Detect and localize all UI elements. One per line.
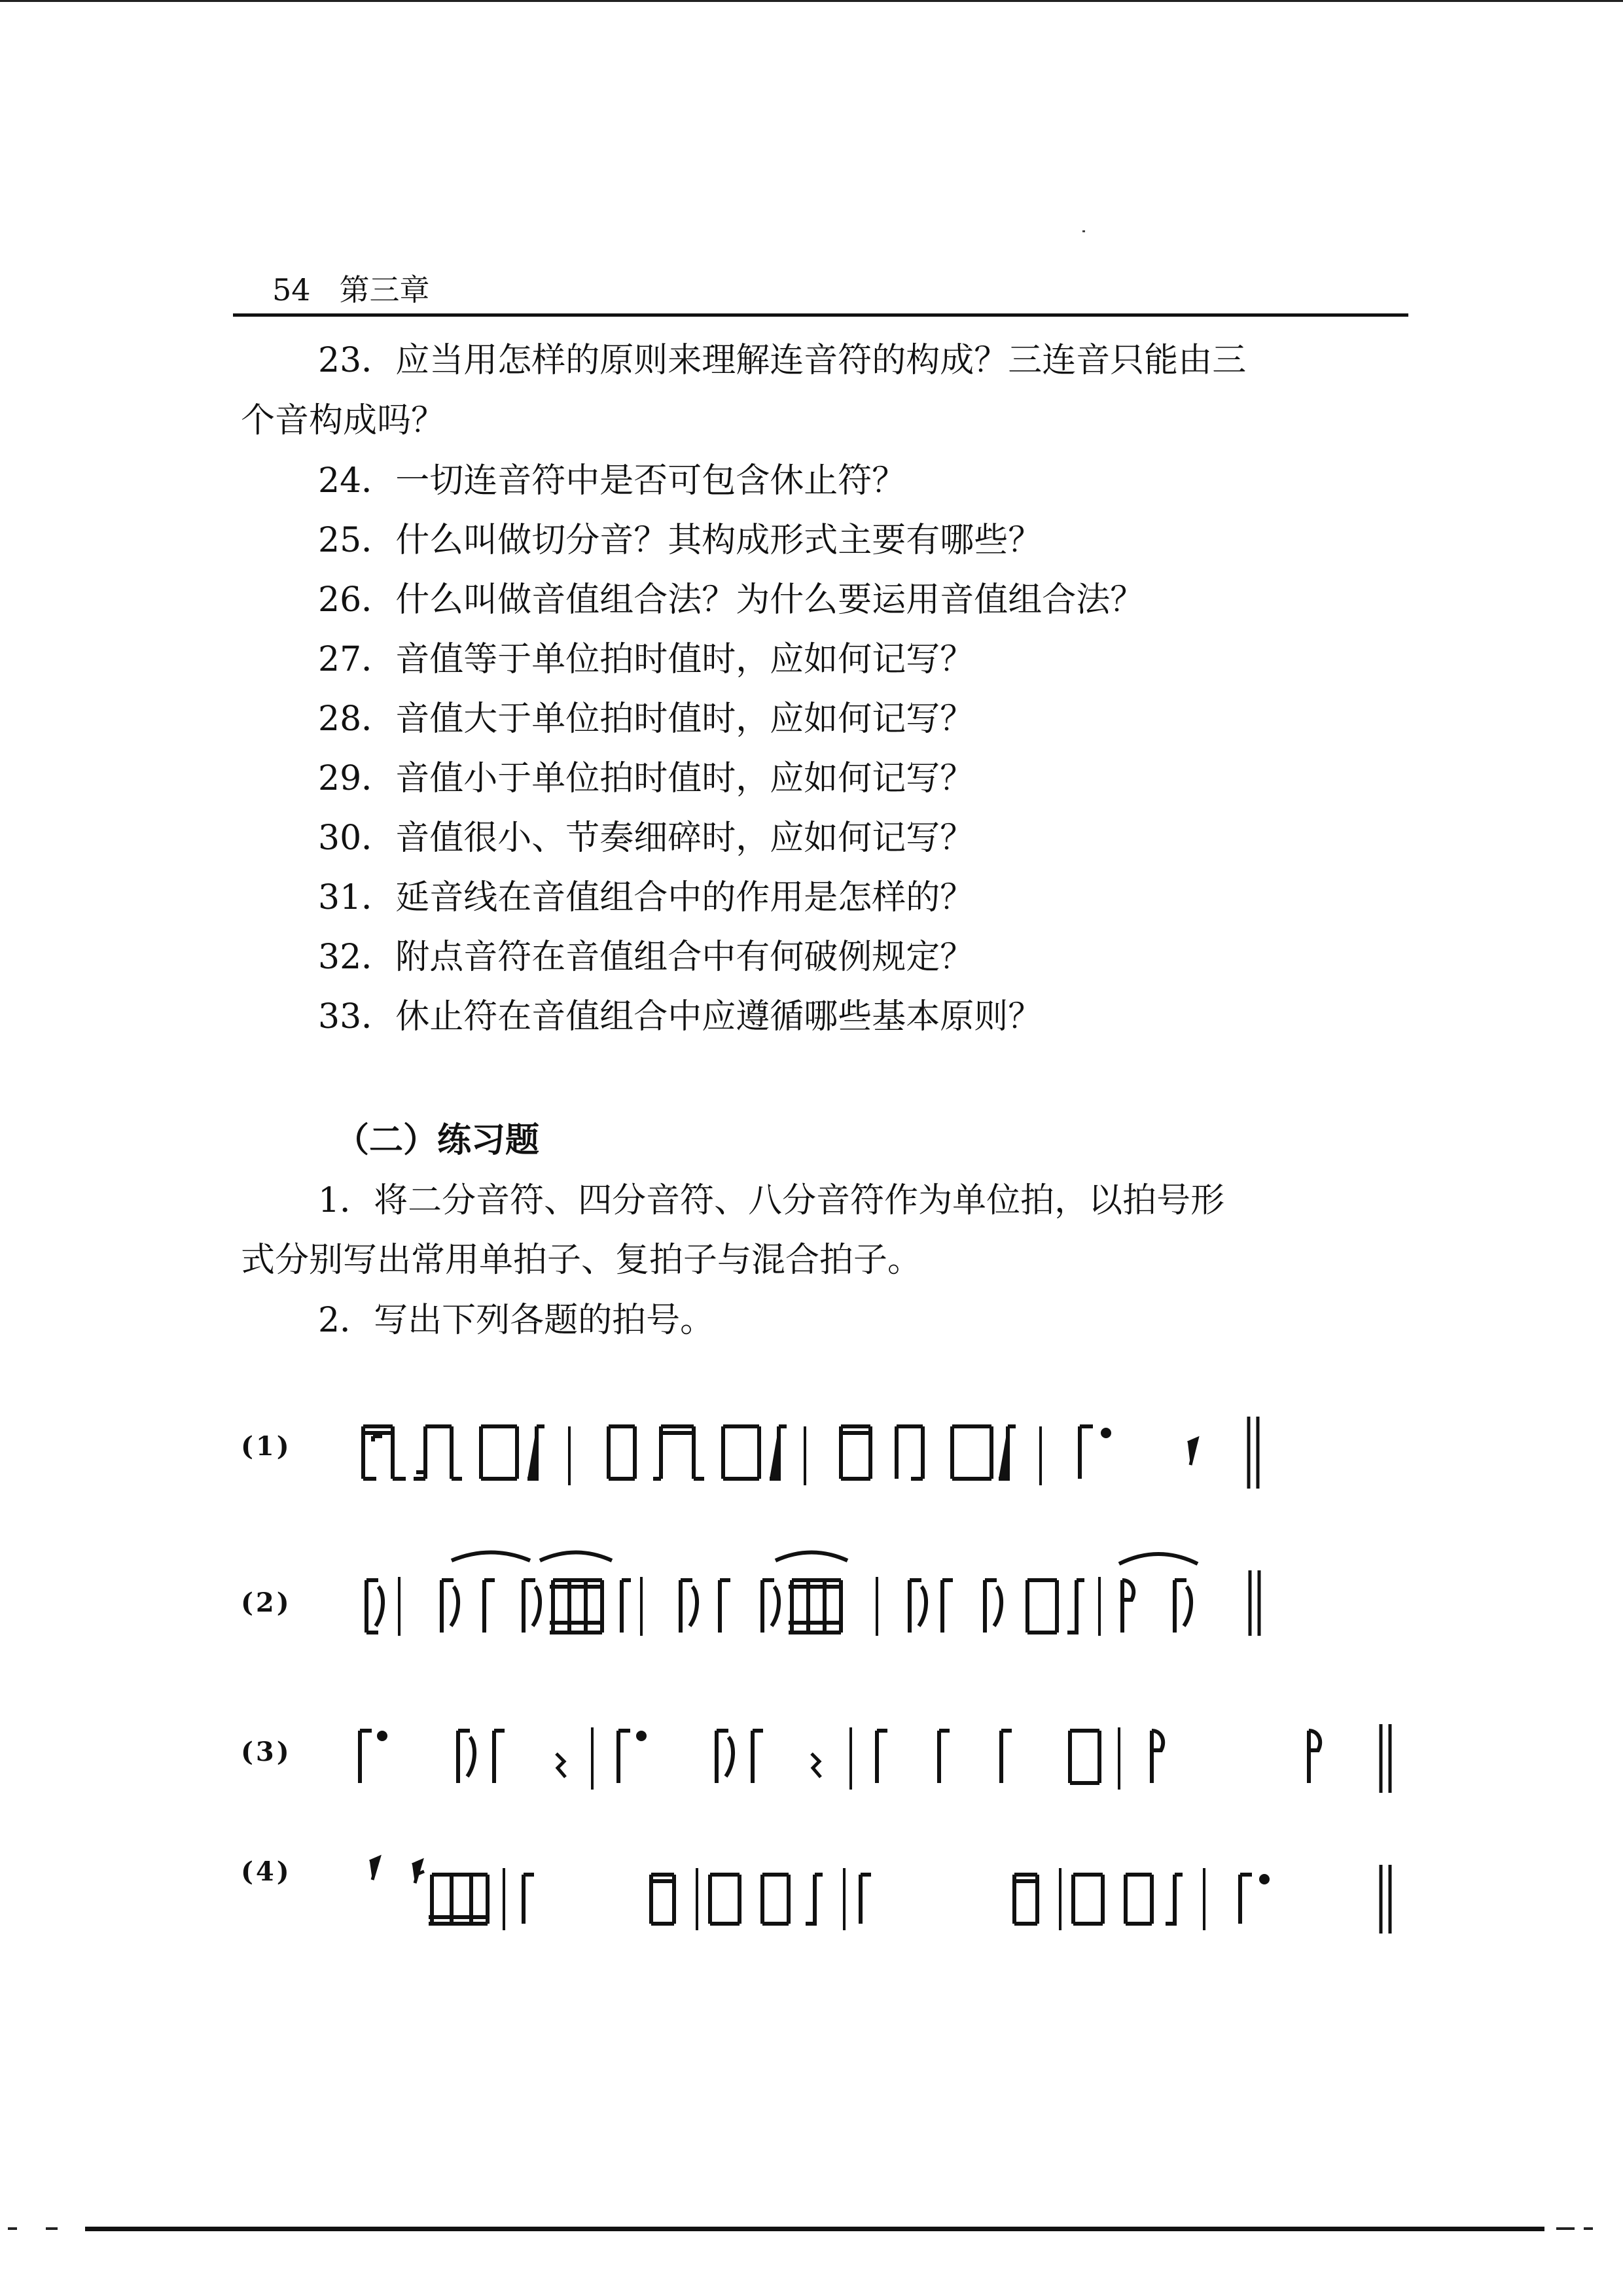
rhythm-notation-3	[353, 1691, 1427, 1816]
question-26: 26．什么叫做音值组合法？为什么要运用音值组合法？	[318, 580, 1145, 620]
question-28: 28．音值大于单位拍时值时，应如何记写？	[318, 699, 974, 739]
question-number: 23	[318, 341, 362, 380]
question-number: 28	[318, 699, 362, 739]
rhythm-notation-2	[353, 1534, 1427, 1659]
question-number: 30	[318, 819, 362, 858]
question-number: 33	[318, 997, 362, 1036]
chapter-title: 第三章	[339, 272, 430, 308]
running-header	[272, 267, 430, 313]
bottom-scan-rule	[85, 2227, 1544, 2231]
question-text: 应当用怎样的原则来理解连音符的构成？三连音只能由三	[395, 341, 1247, 380]
question-30: 30．音值很小、节奏细碎时，应如何记写？	[318, 819, 974, 858]
question-33: 33．休止符在音值组合中应遵循哪些基本原则？	[318, 997, 1043, 1036]
rhythm-example-label: (2)	[241, 1587, 292, 1618]
question-number: 24	[318, 461, 362, 501]
question-25: 25．什么叫做切分音？其构成形式主要有哪些？	[318, 521, 1043, 560]
rhythm-notation-4	[353, 1832, 1427, 1956]
bottom-scan-dash	[1556, 2227, 1575, 2230]
question-text: 延音线在音值组合中的作用是怎样的？	[395, 878, 974, 917]
exercise-2: 2．写出下列各题的拍号。	[318, 1301, 715, 1340]
bottom-scan-dash	[1584, 2227, 1593, 2230]
question-29: 29．音值小于单位拍时值时，应如何记写？	[318, 759, 974, 798]
question-number: 27	[318, 640, 362, 679]
question-27: 27．音值等于单位拍时值时，应如何记写？	[318, 640, 974, 679]
exercise-number: 1	[318, 1181, 340, 1220]
page-top-edge	[0, 0, 1623, 2]
page-number: 54	[272, 272, 311, 308]
rhythm-example-label: (1)	[241, 1431, 292, 1462]
question-number: 32	[318, 938, 362, 977]
question-23-continuation: 个音构成吗？	[241, 401, 446, 440]
question-text: 音值等于单位拍时值时，应如何记写？	[395, 640, 974, 679]
question-text: 一切连音符中是否可包含休止符？	[395, 461, 906, 501]
exercise-1: 1．将二分音符、四分音符、八分音符作为单位拍，以拍号形	[318, 1181, 1225, 1220]
exercise-text: 将二分音符、四分音符、八分音符作为单位拍，以拍号形	[374, 1181, 1225, 1220]
question-text: 音值小于单位拍时值时，应如何记写？	[395, 759, 974, 798]
rhythm-notation-1	[353, 1387, 1427, 1511]
rhythm-example-label: (3)	[241, 1737, 292, 1767]
question-text: 休止符在音值组合中应遵循哪些基本原则？	[395, 997, 1043, 1036]
question-text: 音值很小、节奏细碎时，应如何记写？	[395, 819, 974, 858]
rhythm-example-label: (4)	[241, 1856, 292, 1887]
exercise-number: 2	[318, 1301, 340, 1340]
section-heading: （二）练习题	[335, 1120, 540, 1160]
header-rule	[233, 313, 1408, 317]
question-text: 音值大于单位拍时值时，应如何记写？	[395, 699, 974, 739]
question-text: 什么叫做音值组合法？为什么要运用音值组合法？	[395, 580, 1145, 620]
question-number: 31	[318, 878, 362, 917]
bottom-scan-dash	[8, 2227, 17, 2230]
question-number: 26	[318, 580, 362, 620]
question-24: 24．一切连音符中是否可包含休止符？	[318, 461, 906, 501]
question-text: 什么叫做切分音？其构成形式主要有哪些？	[395, 521, 1043, 560]
question-number: 29	[318, 759, 362, 798]
exercise-text: 写出下列各题的拍号。	[374, 1301, 715, 1340]
scan-speck	[1082, 230, 1085, 232]
question-23: 23．应当用怎样的原则来理解连音符的构成？三连音只能由三	[318, 341, 1247, 380]
question-text: 附点音符在音值组合中有何破例规定？	[395, 938, 974, 977]
exercise-1-continuation: 式分别写出常用单拍子、复拍子与混合拍子。	[241, 1241, 922, 1280]
question-31: 31．延音线在音值组合中的作用是怎样的？	[318, 878, 974, 917]
question-32: 32．附点音符在音值组合中有何破例规定？	[318, 938, 974, 977]
bottom-scan-dash	[46, 2227, 58, 2230]
question-number: 25	[318, 521, 362, 560]
